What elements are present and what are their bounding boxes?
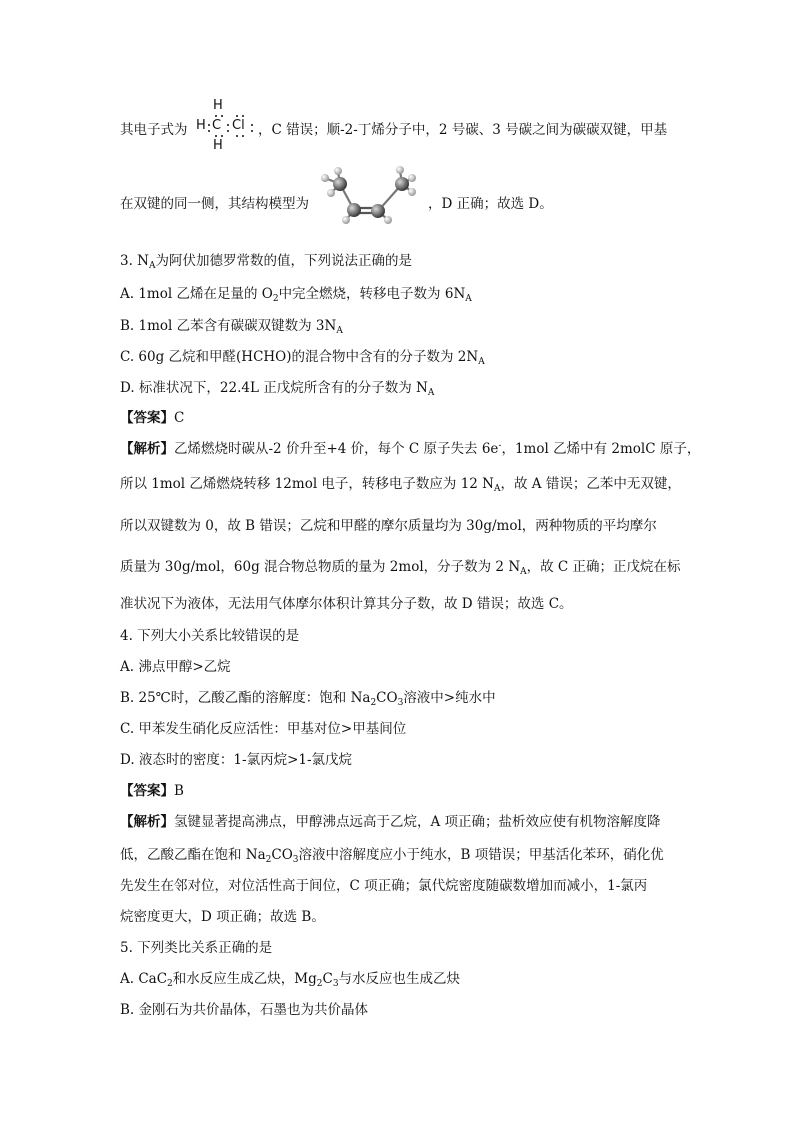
paragraph-line xyxy=(428,192,553,212)
q5-option-b: B. 金刚石为共价晶体，石墨也为共价晶体 xyxy=(120,1002,369,1018)
q4-analysis-line: 低，乙酸乙酯在饱和 $Na_2CO_3$溶液中溶解度应小于纯水，B 项错误；甲基活化苯环，硝化优 xyxy=(120,847,664,865)
q4-option-c: C. 甲苯发生硝化反应活性：甲基对位>甲基间位 xyxy=(120,721,407,737)
q3-answer xyxy=(120,406,184,426)
q4-analysis-line: 先发生在邻对位，对位活性高于间位，C 项正确；氯代烷密度随碳数增加而减小，1-氯丙 xyxy=(120,878,648,894)
formula-h-left: H xyxy=(196,118,206,133)
q4-option-b: B. 25℃时，乙酸乙酯的溶解度：饱和 $Na_2CO_3$溶液中>纯水中 xyxy=(120,690,496,708)
q3-analysis-line: 质量为 30g/mol，60g 混合物总物质的量为 2mol，分子数为 2 $N_A$，故 C 正确；正戊烷在标 xyxy=(120,559,681,577)
paragraph-line xyxy=(258,118,667,138)
q4-analysis-line: 烷密度更大，D 项正确；故选 B。 xyxy=(120,909,325,925)
q5-option-a: A. CaC$_2$和水反应生成乙炔，$Mg_2C_3$与水反应也生成乙炔 xyxy=(120,971,461,989)
q4-option-a: A. 沸点甲醇>乙烷 xyxy=(120,659,231,675)
formula-c: C xyxy=(212,118,222,133)
q3-analysis-line: 【解析】乙烯燃烧时碳从-2 价升至+4 价，每个 C 原子失去 6e-，1mol 乙烯中有 2molC 原子， xyxy=(120,441,701,457)
q3-analysis-line: 准状况下为液体，无法用气体摩尔体积计算其分子数，故 D 错误；故选 C。 xyxy=(120,596,573,612)
answer-value: B xyxy=(174,783,184,799)
answer-tag: 【答案】 xyxy=(120,783,174,799)
electron-formula xyxy=(196,98,266,154)
q3-option-b: B. 1mol 乙苯含有碳碳双键数为 $3N_A$ xyxy=(120,318,343,336)
q3-option-d: D. 标准状况下，22.4L 正戊烷所含有的分子数为 $N_A$ xyxy=(120,380,435,398)
q4-analysis-line: 【解析】氢键显著提高沸点，甲醇沸点远高于乙烷，A 项正确；盐析效应使有机物溶解度降 xyxy=(120,814,661,830)
q3-option-a: A. 1mol 乙烯在足量的 $O_2$中完全燃烧，转移电子数为 $6N_A$ xyxy=(120,286,472,304)
question-4-stem: 4. 下列大小关系比较错误的是 xyxy=(120,628,300,644)
formula-cl: Cl xyxy=(232,118,245,133)
analysis-tag: 【解析】 xyxy=(120,814,174,830)
text: ，D 正确；故选 D。 xyxy=(428,196,553,212)
q4-answer xyxy=(120,779,184,799)
text: 在双键的同一侧，其结构模型为 xyxy=(120,196,309,212)
text: ，C 错误；顺-2-丁烯分子中，2 号碳、3 号碳之间为碳碳双键，甲基 xyxy=(258,122,668,138)
text: 其电子式为 xyxy=(120,122,188,138)
question-5-stem: 5. 下列类比关系正确的是 xyxy=(120,940,273,956)
answer-tag: 【答案】 xyxy=(120,410,174,426)
paragraph-line xyxy=(120,192,309,212)
q3-analysis-line: 所以 1mol 乙烯燃烧转移 12mol 电子，转移电子数应为 12 $N_A$，故 A 错误；乙苯中无双键， xyxy=(120,476,681,494)
answer-value: C xyxy=(174,410,185,426)
formula-h-bottom: H xyxy=(213,138,223,153)
analysis-tag: 【解析】 xyxy=(120,441,174,457)
butene-ball-stick-model xyxy=(316,166,426,226)
q3-analysis-line: 所以双键数为 0，故 B 错误；乙烷和甲醛的摩尔质量均为 30g/mol，两种物质的平均摩尔 xyxy=(120,518,657,534)
formula-h-top: H xyxy=(213,98,223,113)
q4-option-d: D. 液态时的密度：1-氯丙烷>1-氯戊烷 xyxy=(120,752,353,768)
question-3-stem: 3. $N_A$为阿伏加德罗常数的值，下列说法正确的是 xyxy=(120,253,412,271)
q3-option-c: C. 60g 乙烷和甲醛(HCHO)的混合物中含有的分子数为 $2N_A$ xyxy=(120,349,485,367)
paragraph-line xyxy=(120,118,188,138)
